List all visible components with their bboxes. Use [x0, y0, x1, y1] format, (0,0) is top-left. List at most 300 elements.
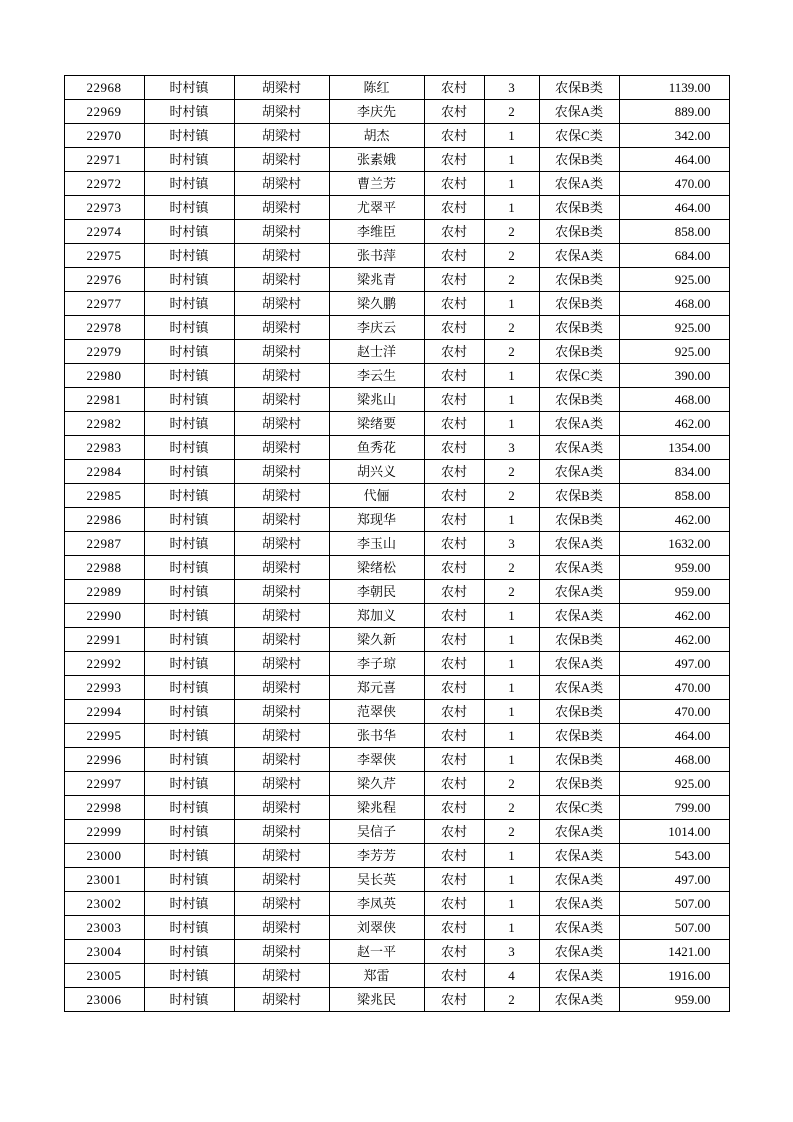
cell-village: 胡梁村: [234, 76, 329, 100]
cell-village: 胡梁村: [234, 388, 329, 412]
cell-town: 时村镇: [144, 316, 234, 340]
cell-village: 胡梁村: [234, 148, 329, 172]
table-row: [64, 76, 729, 100]
cell-id: 22980: [64, 364, 144, 388]
cell-amount: 834.00: [619, 460, 729, 484]
cell-amount: 925.00: [619, 772, 729, 796]
cell-amount: 464.00: [619, 724, 729, 748]
cell-village: 胡梁村: [234, 868, 329, 892]
cell-town: 时村镇: [144, 436, 234, 460]
cell-type: 农村: [424, 220, 484, 244]
cell-category: 农保A类: [539, 100, 619, 124]
cell-category: 农保B类: [539, 340, 619, 364]
cell-name: 梁久鹏: [329, 292, 424, 316]
cell-town: 时村镇: [144, 196, 234, 220]
cell-town: 时村镇: [144, 388, 234, 412]
cell-amount: 464.00: [619, 196, 729, 220]
cell-id: 22987: [64, 532, 144, 556]
cell-town: 时村镇: [144, 100, 234, 124]
cell-type: 农村: [424, 388, 484, 412]
cell-amount: 925.00: [619, 340, 729, 364]
cell-name: 梁绪松: [329, 556, 424, 580]
cell-town: 时村镇: [144, 652, 234, 676]
cell-type: 农村: [424, 292, 484, 316]
cell-town: 时村镇: [144, 820, 234, 844]
cell-id: 22976: [64, 268, 144, 292]
cell-category: 农保B类: [539, 628, 619, 652]
cell-id: 22994: [64, 700, 144, 724]
cell-town: 时村镇: [144, 940, 234, 964]
cell-id: 22990: [64, 604, 144, 628]
cell-category: 农保A类: [539, 844, 619, 868]
cell-name: 郑现华: [329, 508, 424, 532]
cell-count: 2: [484, 556, 539, 580]
table-row: [64, 148, 729, 172]
cell-amount: 342.00: [619, 124, 729, 148]
cell-amount: 497.00: [619, 868, 729, 892]
table-row: [64, 292, 729, 316]
cell-id: 22984: [64, 460, 144, 484]
cell-type: 农村: [424, 964, 484, 988]
cell-name: 李凤英: [329, 892, 424, 916]
cell-village: 胡梁村: [234, 892, 329, 916]
cell-name: 胡兴义: [329, 460, 424, 484]
cell-type: 农村: [424, 196, 484, 220]
cell-category: 农保B类: [539, 292, 619, 316]
cell-type: 农村: [424, 772, 484, 796]
cell-id: 22988: [64, 556, 144, 580]
cell-name: 吴信子: [329, 820, 424, 844]
cell-id: 22972: [64, 172, 144, 196]
cell-amount: 507.00: [619, 892, 729, 916]
cell-count: 1: [484, 388, 539, 412]
cell-type: 农村: [424, 76, 484, 100]
table-row: [64, 172, 729, 196]
cell-type: 农村: [424, 340, 484, 364]
cell-type: 农村: [424, 844, 484, 868]
cell-category: 农保A类: [539, 532, 619, 556]
cell-id: 23005: [64, 964, 144, 988]
table-row: [64, 460, 729, 484]
cell-village: 胡梁村: [234, 172, 329, 196]
cell-amount: 1354.00: [619, 436, 729, 460]
cell-count: 1: [484, 364, 539, 388]
cell-count: 2: [484, 316, 539, 340]
cell-id: 22969: [64, 100, 144, 124]
cell-name: 李维臣: [329, 220, 424, 244]
cell-village: 胡梁村: [234, 340, 329, 364]
cell-count: 2: [484, 220, 539, 244]
cell-type: 农村: [424, 436, 484, 460]
cell-amount: 1632.00: [619, 532, 729, 556]
cell-village: 胡梁村: [234, 772, 329, 796]
table-row: [64, 916, 729, 940]
cell-amount: 470.00: [619, 676, 729, 700]
table-row: [64, 868, 729, 892]
cell-name: 刘翠侠: [329, 916, 424, 940]
table-row: [64, 124, 729, 148]
cell-town: 时村镇: [144, 412, 234, 436]
cell-category: 农保A类: [539, 892, 619, 916]
cell-town: 时村镇: [144, 172, 234, 196]
cell-id: 22997: [64, 772, 144, 796]
cell-village: 胡梁村: [234, 412, 329, 436]
cell-type: 农村: [424, 316, 484, 340]
cell-amount: 470.00: [619, 700, 729, 724]
cell-name: 梁绪要: [329, 412, 424, 436]
cell-type: 农村: [424, 412, 484, 436]
cell-town: 时村镇: [144, 460, 234, 484]
cell-count: 1: [484, 196, 539, 220]
cell-amount: 462.00: [619, 604, 729, 628]
subsidy-table: [64, 75, 730, 1012]
cell-category: 农保B类: [539, 268, 619, 292]
cell-category: 农保A类: [539, 820, 619, 844]
table-row: [64, 844, 729, 868]
table-row: [64, 484, 729, 508]
cell-town: 时村镇: [144, 292, 234, 316]
cell-village: 胡梁村: [234, 604, 329, 628]
cell-type: 农村: [424, 868, 484, 892]
cell-count: 1: [484, 724, 539, 748]
cell-village: 胡梁村: [234, 964, 329, 988]
cell-count: 4: [484, 964, 539, 988]
cell-town: 时村镇: [144, 796, 234, 820]
cell-amount: 858.00: [619, 484, 729, 508]
table-row: [64, 628, 729, 652]
cell-name: 郑加义: [329, 604, 424, 628]
cell-type: 农村: [424, 556, 484, 580]
cell-id: 22978: [64, 316, 144, 340]
cell-name: 梁兆青: [329, 268, 424, 292]
cell-village: 胡梁村: [234, 988, 329, 1012]
cell-name: 陈红: [329, 76, 424, 100]
cell-id: 22975: [64, 244, 144, 268]
cell-town: 时村镇: [144, 628, 234, 652]
cell-name: 张书萍: [329, 244, 424, 268]
cell-amount: 959.00: [619, 988, 729, 1012]
cell-id: 22996: [64, 748, 144, 772]
cell-count: 3: [484, 436, 539, 460]
cell-town: 时村镇: [144, 676, 234, 700]
cell-count: 2: [484, 988, 539, 1012]
table-row: [64, 892, 729, 916]
cell-amount: 959.00: [619, 580, 729, 604]
cell-category: 农保A类: [539, 676, 619, 700]
cell-category: 农保B类: [539, 724, 619, 748]
cell-count: 2: [484, 268, 539, 292]
table-row: [64, 988, 729, 1012]
cell-town: 时村镇: [144, 484, 234, 508]
cell-village: 胡梁村: [234, 436, 329, 460]
cell-count: 1: [484, 652, 539, 676]
table-row: [64, 652, 729, 676]
cell-town: 时村镇: [144, 364, 234, 388]
table-row: [64, 436, 729, 460]
cell-name: 张书华: [329, 724, 424, 748]
table-row: [64, 556, 729, 580]
table-row: [64, 388, 729, 412]
cell-type: 农村: [424, 988, 484, 1012]
cell-amount: 470.00: [619, 172, 729, 196]
cell-town: 时村镇: [144, 700, 234, 724]
cell-count: 3: [484, 76, 539, 100]
cell-category: 农保B类: [539, 388, 619, 412]
cell-amount: 543.00: [619, 844, 729, 868]
table-row: [64, 604, 729, 628]
cell-category: 农保A类: [539, 868, 619, 892]
cell-name: 梁兆民: [329, 988, 424, 1012]
cell-name: 李子琼: [329, 652, 424, 676]
table-row: [64, 100, 729, 124]
cell-category: 农保A类: [539, 436, 619, 460]
cell-village: 胡梁村: [234, 724, 329, 748]
cell-type: 农村: [424, 268, 484, 292]
cell-category: 农保B类: [539, 700, 619, 724]
cell-amount: 507.00: [619, 916, 729, 940]
cell-name: 张素娥: [329, 148, 424, 172]
cell-id: 22991: [64, 628, 144, 652]
cell-count: 3: [484, 940, 539, 964]
cell-village: 胡梁村: [234, 556, 329, 580]
cell-count: 1: [484, 892, 539, 916]
cell-village: 胡梁村: [234, 292, 329, 316]
cell-category: 农保A类: [539, 988, 619, 1012]
cell-id: 22998: [64, 796, 144, 820]
table-row: [64, 796, 729, 820]
cell-type: 农村: [424, 148, 484, 172]
cell-name: 李庆先: [329, 100, 424, 124]
cell-town: 时村镇: [144, 340, 234, 364]
cell-count: 1: [484, 508, 539, 532]
cell-id: 22999: [64, 820, 144, 844]
cell-amount: 462.00: [619, 508, 729, 532]
cell-town: 时村镇: [144, 220, 234, 244]
cell-id: 22982: [64, 412, 144, 436]
cell-name: 赵士洋: [329, 340, 424, 364]
cell-town: 时村镇: [144, 964, 234, 988]
cell-id: 23001: [64, 868, 144, 892]
cell-category: 农保A类: [539, 412, 619, 436]
cell-category: 农保C类: [539, 364, 619, 388]
cell-category: 农保A类: [539, 460, 619, 484]
cell-name: 梁兆程: [329, 796, 424, 820]
table-row: [64, 772, 729, 796]
table-row: [64, 220, 729, 244]
cell-id: 22983: [64, 436, 144, 460]
cell-type: 农村: [424, 820, 484, 844]
cell-category: 农保A类: [539, 652, 619, 676]
cell-name: 李芳芳: [329, 844, 424, 868]
table-row: [64, 268, 729, 292]
cell-count: 1: [484, 748, 539, 772]
cell-village: 胡梁村: [234, 508, 329, 532]
cell-town: 时村镇: [144, 844, 234, 868]
cell-name: 李玉山: [329, 532, 424, 556]
cell-village: 胡梁村: [234, 916, 329, 940]
cell-id: 22971: [64, 148, 144, 172]
cell-amount: 1421.00: [619, 940, 729, 964]
cell-id: 22981: [64, 388, 144, 412]
cell-type: 农村: [424, 652, 484, 676]
cell-amount: 464.00: [619, 148, 729, 172]
cell-village: 胡梁村: [234, 220, 329, 244]
cell-amount: 390.00: [619, 364, 729, 388]
cell-village: 胡梁村: [234, 100, 329, 124]
cell-name: 吴长英: [329, 868, 424, 892]
cell-town: 时村镇: [144, 76, 234, 100]
cell-count: 2: [484, 796, 539, 820]
table-row: [64, 340, 729, 364]
table-row: [64, 820, 729, 844]
cell-id: 22992: [64, 652, 144, 676]
cell-id: 22974: [64, 220, 144, 244]
cell-town: 时村镇: [144, 580, 234, 604]
cell-village: 胡梁村: [234, 652, 329, 676]
cell-name: 梁久新: [329, 628, 424, 652]
cell-category: 农保B类: [539, 508, 619, 532]
cell-id: 23000: [64, 844, 144, 868]
cell-type: 农村: [424, 508, 484, 532]
cell-count: 2: [484, 100, 539, 124]
cell-category: 农保B类: [539, 484, 619, 508]
cell-name: 赵一平: [329, 940, 424, 964]
cell-town: 时村镇: [144, 148, 234, 172]
cell-count: 1: [484, 844, 539, 868]
cell-category: 农保B类: [539, 196, 619, 220]
cell-town: 时村镇: [144, 556, 234, 580]
cell-id: 22993: [64, 676, 144, 700]
cell-amount: 1916.00: [619, 964, 729, 988]
cell-type: 农村: [424, 604, 484, 628]
cell-count: 2: [484, 772, 539, 796]
cell-amount: 1139.00: [619, 76, 729, 100]
cell-village: 胡梁村: [234, 748, 329, 772]
cell-type: 农村: [424, 916, 484, 940]
cell-town: 时村镇: [144, 892, 234, 916]
cell-type: 农村: [424, 940, 484, 964]
cell-id: 23006: [64, 988, 144, 1012]
cell-category: 农保A类: [539, 580, 619, 604]
cell-name: 梁久芹: [329, 772, 424, 796]
cell-id: 23004: [64, 940, 144, 964]
cell-category: 农保A类: [539, 940, 619, 964]
cell-town: 时村镇: [144, 868, 234, 892]
cell-village: 胡梁村: [234, 820, 329, 844]
cell-town: 时村镇: [144, 604, 234, 628]
cell-type: 农村: [424, 796, 484, 820]
cell-village: 胡梁村: [234, 364, 329, 388]
cell-type: 农村: [424, 892, 484, 916]
cell-amount: 959.00: [619, 556, 729, 580]
cell-town: 时村镇: [144, 508, 234, 532]
cell-id: 22985: [64, 484, 144, 508]
cell-category: 农保A类: [539, 172, 619, 196]
cell-count: 2: [484, 820, 539, 844]
cell-count: 2: [484, 340, 539, 364]
cell-type: 农村: [424, 580, 484, 604]
cell-town: 时村镇: [144, 244, 234, 268]
cell-town: 时村镇: [144, 916, 234, 940]
cell-village: 胡梁村: [234, 796, 329, 820]
table-row: [64, 364, 729, 388]
cell-name: 范翠侠: [329, 700, 424, 724]
cell-name: 代俪: [329, 484, 424, 508]
cell-name: 胡杰: [329, 124, 424, 148]
cell-town: 时村镇: [144, 124, 234, 148]
cell-id: 22968: [64, 76, 144, 100]
table-row: [64, 196, 729, 220]
table-row: [64, 964, 729, 988]
cell-village: 胡梁村: [234, 676, 329, 700]
cell-village: 胡梁村: [234, 580, 329, 604]
cell-name: 李云生: [329, 364, 424, 388]
cell-count: 1: [484, 124, 539, 148]
cell-id: 22970: [64, 124, 144, 148]
cell-category: 农保A类: [539, 604, 619, 628]
table-row: [64, 412, 729, 436]
cell-village: 胡梁村: [234, 244, 329, 268]
table-row: [64, 316, 729, 340]
cell-name: 李庆云: [329, 316, 424, 340]
cell-amount: 684.00: [619, 244, 729, 268]
cell-category: 农保A类: [539, 916, 619, 940]
cell-amount: 468.00: [619, 388, 729, 412]
subsidy-table-body: [64, 76, 729, 1012]
cell-count: 2: [484, 460, 539, 484]
cell-count: 1: [484, 292, 539, 316]
cell-village: 胡梁村: [234, 844, 329, 868]
cell-town: 时村镇: [144, 748, 234, 772]
cell-town: 时村镇: [144, 268, 234, 292]
cell-id: 22977: [64, 292, 144, 316]
cell-amount: 889.00: [619, 100, 729, 124]
cell-name: 郑雷: [329, 964, 424, 988]
cell-amount: 858.00: [619, 220, 729, 244]
cell-count: 2: [484, 244, 539, 268]
table-row: [64, 676, 729, 700]
cell-type: 农村: [424, 532, 484, 556]
cell-name: 李朝民: [329, 580, 424, 604]
cell-name: 曹兰芳: [329, 172, 424, 196]
cell-village: 胡梁村: [234, 316, 329, 340]
cell-category: 农保A类: [539, 244, 619, 268]
cell-category: 农保C类: [539, 796, 619, 820]
table-row: [64, 244, 729, 268]
cell-count: 2: [484, 484, 539, 508]
cell-village: 胡梁村: [234, 124, 329, 148]
cell-type: 农村: [424, 748, 484, 772]
cell-count: 1: [484, 172, 539, 196]
cell-type: 农村: [424, 724, 484, 748]
cell-amount: 468.00: [619, 748, 729, 772]
cell-type: 农村: [424, 628, 484, 652]
cell-id: 23002: [64, 892, 144, 916]
cell-count: 1: [484, 676, 539, 700]
cell-amount: 925.00: [619, 268, 729, 292]
cell-category: 农保B类: [539, 220, 619, 244]
cell-category: 农保A类: [539, 964, 619, 988]
cell-amount: 462.00: [619, 628, 729, 652]
cell-type: 农村: [424, 484, 484, 508]
cell-amount: 1014.00: [619, 820, 729, 844]
cell-count: 1: [484, 916, 539, 940]
cell-name: 梁兆山: [329, 388, 424, 412]
cell-category: 农保B类: [539, 76, 619, 100]
cell-count: 2: [484, 580, 539, 604]
cell-category: 农保A类: [539, 556, 619, 580]
cell-village: 胡梁村: [234, 628, 329, 652]
